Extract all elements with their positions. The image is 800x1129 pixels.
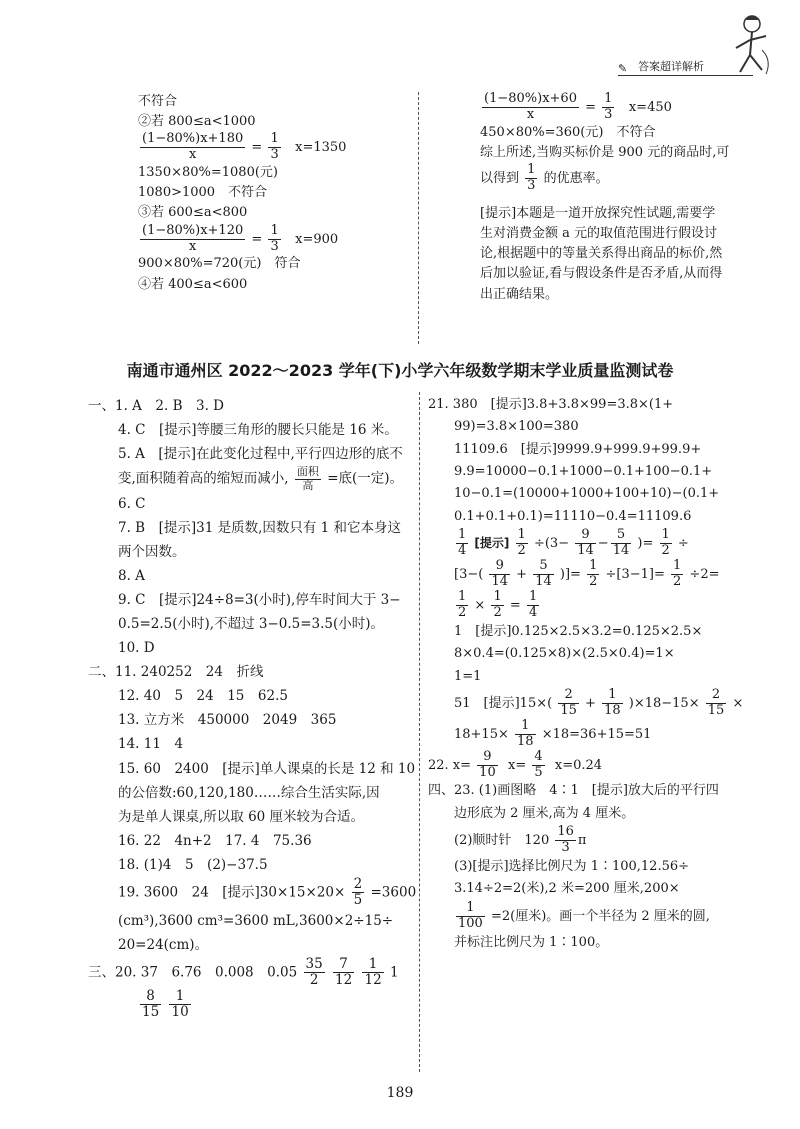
pen-icon: ✎ [618,62,628,75]
text-line: 不符合 [138,94,178,109]
answer-line: $\frac{1}{2}$ × $\frac{1}{2}$ = $\frac{1}{4}$ [458,588,538,620]
fraction: $\frac{1}{18}$ [604,686,621,718]
fraction: $\frac{1}{4}$ [458,527,467,559]
student-figure-icon [722,10,782,80]
answer-line: 21. 380 [提示]3.8+3.8×99=3.8×(1+ [428,397,674,412]
answer-line: 5. A [提示]在此变化过程中,平行四边形的底不 [118,446,403,463]
answer-line: 19. 3600 24 [提示]30×15×20× $\frac{2}{5}$ =3600 [118,875,417,909]
answer-line: 9. C [提示]24÷8=3(小时),停车时间大于 3− [118,592,401,609]
answer-line: 边形底为 2 厘米,高为 4 厘米。 [454,805,635,821]
answer-line: 0.5=2.5(小时),不超过 3−0.5=3.5(小时)。 [118,616,385,633]
equation-line: $\frac{(1-80\%)x+60}{x}$ = $\frac{1}{3}$ x=450 [484,91,672,122]
fraction: $\frac{1}{100}$ [458,899,483,931]
answer-line: 18+15× $\frac{1}{18}$ ×18=36+15=51 [454,717,652,749]
hint-line: 后加以验证,看与假设条件是否矛盾,从而得 [480,266,723,282]
fraction: $\frac{1}{10}$ [171,987,189,1021]
fraction: $\frac{1}{12}$ [364,955,382,989]
text-line: 综上所述,当购买标价是 900 元的商品时,可 [480,145,730,161]
column-divider [419,392,420,1072]
answer-line: [3−( $\frac{9}{14}$ + $\frac{5}{14}$ )]= $\frac{1}{2}$ ÷[3−1]= $\frac{1}{2}$ ÷2= [454,558,720,589]
answer-line: 4. C [提示]等腰三角形的腰长只能是 16 米。 [118,422,398,439]
answer-line: 3.14÷2=2(米),2 米=200 厘米,200× [454,881,680,897]
fraction: $\frac{1}{2}$ [673,558,682,589]
fraction: $\frac{16}{3}$ [557,824,574,856]
column-divider [418,92,419,344]
left-answer-column [88,394,417,1021]
answer-line: 一、1. A 2. B 3. D [88,398,225,414]
text-line: 450×80%=360(元) 不符合 [480,124,656,140]
answer-line: 1 [提示]0.125×2.5×3.2=0.125×2.5× [454,623,703,639]
text-line: 900×80%=720(元) 符合 [138,256,301,272]
page-number: 189 [386,1085,414,1101]
answer-line: 7. B [提示]31 是质数,因数只有 1 和它本身这 [118,520,402,537]
answer-line: 9.9=10000−0.1+1000−0.1+100−0.1+ [454,464,713,480]
answer-line: 1=1 [454,668,482,684]
answer-line: 16. 22 4n+2 17. 4 75.36 [118,832,312,849]
answer-line: 20=24(cm)。 [118,936,209,953]
fraction: $\frac{1}{3}$ [270,222,279,254]
answer-line: 并标注比例尺为 1∶100。 [454,934,609,950]
fraction: $\frac{2}{15}$ [560,686,577,718]
fraction: $\frac{4}{5}$ [534,748,543,780]
fraction: $\frac{1}{3}$ [604,91,613,122]
fraction: $\frac{1}{2}$ [661,527,670,559]
text-line: 以得到 $\frac{1}{3}$ 的优惠率。 [480,162,609,194]
answer-line: 变,面积随着高的缩短而减小, $\frac{\text{面积}}{\text{高}}$ =底(一定)。 [118,465,404,492]
text-line: ②若 800≤a<1000 [138,114,256,130]
header-label: 答案超详解析 [638,60,704,73]
fraction: $\frac{1}{3}$ [270,131,279,163]
fraction: $\frac{(1-80\%)x+60}{x}$ [484,91,577,122]
answer-line: 四、23. (1)画图略 4∶1 [提示]放大后的平行四 [428,783,719,799]
answer-line: 两个因数。 [118,544,186,561]
answer-line [88,989,413,1021]
fraction: $\frac{1}{2}$ [517,527,526,559]
answer-line: 8. A [118,568,145,585]
answer-line: $\frac{1}{4}$ [提示] $\frac{1}{2}$ ÷(3− $\frac{9}{14}$ − $\frac{5}{14}$ )= $\frac{1}{2}$ ÷ [458,527,689,559]
answer-line: 15. 60 2400 [提示]单人课桌的长是 12 和 10 [118,760,416,777]
text-line: ③若 600≤a<800 [138,205,248,221]
fraction: $\frac{8}{15}$ [142,987,160,1021]
answer-line: 10−0.1=(10000+1000+100+10)−(0.1+ [454,486,720,502]
fraction: $\frac{1}{18}$ [517,717,534,749]
answer-line: 11109.6 [提示]9999.9+999.9+99.9+ [454,441,702,457]
answer-line: 18. (1)4 5 (2)−37.5 [118,856,268,873]
answer-line: 为是单人课桌,所以取 60 厘米较为合适。 [118,808,365,825]
fraction: $\frac{2}{5}$ [353,875,363,909]
answer-line: 的公倍数:60,120,180……综合生活实际,因 [118,784,380,801]
answer-line: 22. x= $\frac{9}{10}$ x= $\frac{4}{5}$ x=0.24 [428,748,603,780]
answer-line: (2)顺时针 120 $\frac{16}{3}$ π [454,824,587,856]
answer-line: 6. C [118,496,146,513]
hint-line: 生对消费金额 a 元的取值范围进行假设讨 [480,226,718,242]
right-answer-column [428,394,788,954]
text-line: 1350×80%=1080(元) [138,165,278,181]
equation-line: $\frac{(1-80\%)x+120}{x}$ = $\frac{1}{3}$ x=900 [142,222,339,254]
hint-line: 论,根据题中的等量关系得出商品的标价,然 [480,246,723,262]
fraction: $\frac{9}{10}$ [479,748,496,780]
fraction: $\frac{(1-80\%)x+120}{x}$ [142,222,244,254]
fraction: $\frac{\text{面积}}{\text{高}}$ [296,465,319,492]
fraction: $\frac{2}{15}$ [707,686,725,718]
text-line: ④若 400≤a<600 [138,276,248,292]
answer-line: 12. 40 5 24 15 62.5 [118,688,288,705]
fraction: $\frac{1}{3}$ [527,162,536,194]
hint-line: 出正确结果。 [480,286,559,302]
fraction: $\frac{(1-80\%)x+180}{x}$ [142,131,244,163]
fraction: $\frac{5}{14}$ [612,527,630,559]
answer-line: 0.1+0.1+0.1)=11110−0.4=11109.6 [454,508,692,524]
fraction: $\frac{1}{4}$ [528,588,538,620]
fraction: $\frac{35}{2}$ [305,955,323,989]
fraction: $\frac{1}{2}$ [458,588,467,620]
fraction: $\frac{1}{2}$ [493,588,502,620]
fraction: $\frac{5}{14}$ [535,558,552,589]
answer-line: 二、11. 240252 24 折线 [88,664,264,681]
fraction: $\frac{9}{14}$ [577,527,594,559]
top-right-block [480,92,780,305]
text-line: 1080>1000 不符合 [138,185,268,201]
exam-title: 南通市通州区 2022～2023 学年(下)小学六年级数学期末学业质量监测试卷 [126,361,674,380]
top-left-block [138,92,408,295]
fraction: $\frac{7}{12}$ [335,955,353,989]
answer-line: 10. D [118,640,155,657]
answer-line: $\frac{1}{100}$ =2(厘米)。画一个半径为 2 厘米的圆, [458,899,710,931]
answer-line: 三、20. 37 6.76 0.008 0.05 $\frac{35}{2}$ $\frac{7}{12}$ $\frac{1}{12}$ 1 [88,955,399,989]
equation-line: $\frac{(1-80\%)x+180}{x}$ = $\frac{1}{3}$ x=1350 [142,131,347,163]
answer-line: 14. 11 4 [118,736,184,753]
answer-line: 8×0.4=(0.125×8)×(2.5×0.4)=1× [454,646,675,662]
fraction: $\frac{9}{14}$ [491,558,508,589]
answer-line: 51 [提示]15×( $\frac{2}{15}$ + $\frac{1}{18}$ )×18−15× $\frac{2}{15}$ × [454,686,744,718]
answer-line: (cm³),3600 cm³=3600 mL,3600×2÷15÷ [118,912,394,929]
answer-line: (3)[提示]选择比例尺为 1∶100,12.56÷ [454,859,690,875]
answer-line: 13. 立方米 450000 2049 365 [118,712,337,729]
answer-line: 99)=3.8×100=380 [454,419,579,435]
hint-line: [提示]本题是一道开放探究性试题,需要学 [480,206,716,222]
fraction: $\frac{1}{2}$ [589,558,598,589]
